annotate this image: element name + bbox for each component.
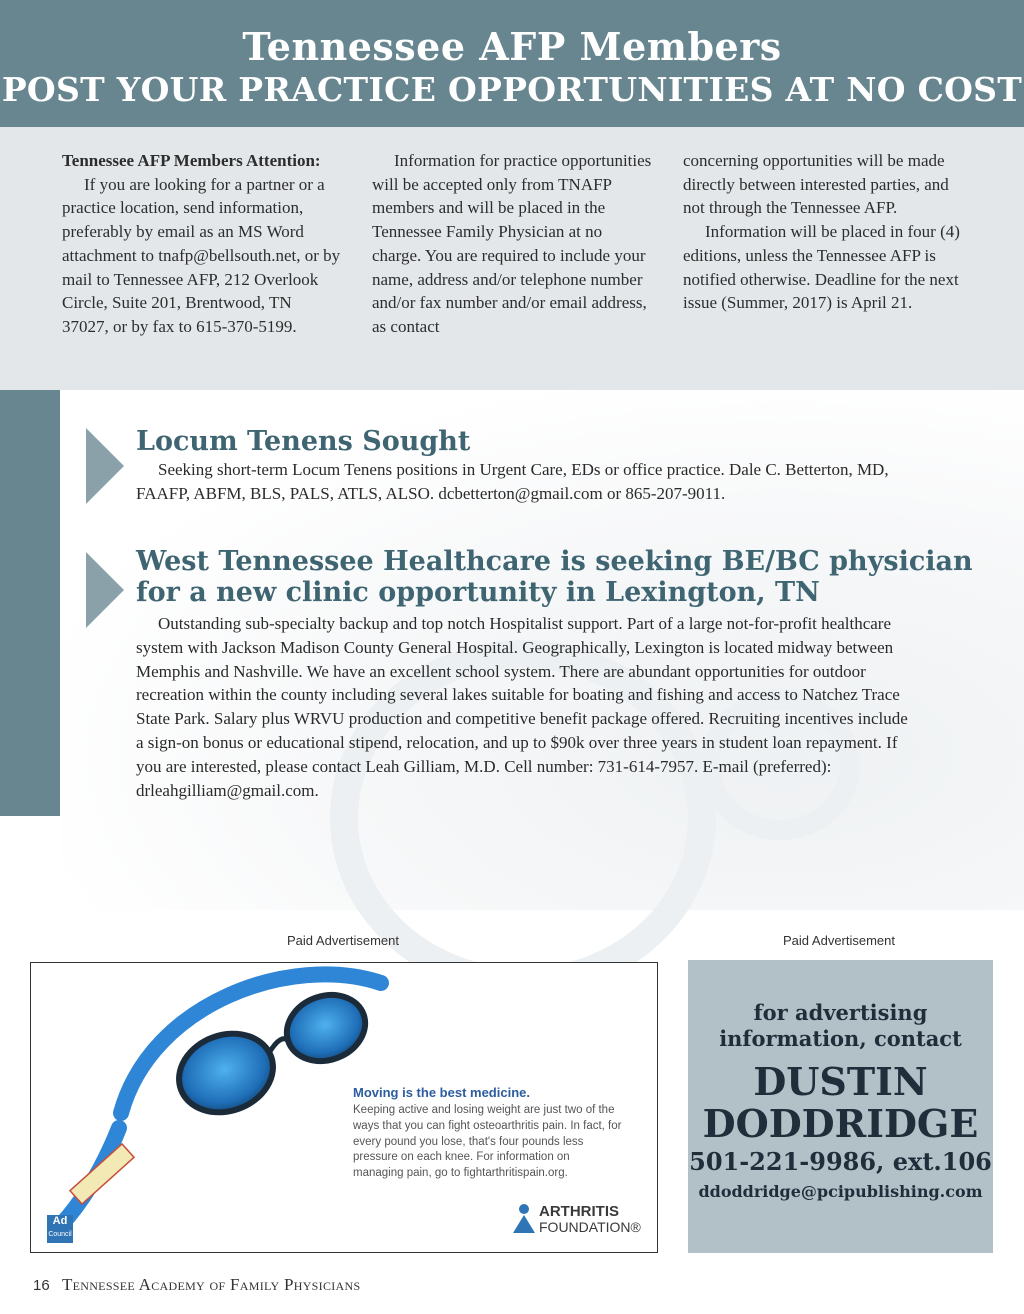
listing-arrow-icon bbox=[86, 552, 124, 628]
info-text-3b: Information will be placed in four (4) editions, unless the Tennessee AFP is notified otherwise. Deadline for the next issue (Summer, 2017) is April 21. bbox=[683, 222, 960, 313]
contact-intro-line-1: for advertising bbox=[753, 1000, 928, 1025]
info-text-2: Information for practice opportunities will be accepted only from TNAFP members and will be placed in the Tennessee Family Physician at no charge. You are required to include your name, address and/or telephone number and/or fax number and/or email address, as contact bbox=[372, 151, 652, 336]
arthritis-foundation-ad bbox=[30, 962, 658, 1253]
contact-last-name: DODDRIDGE bbox=[702, 1101, 979, 1146]
contact-name bbox=[688, 1061, 993, 1145]
info-heading: Tennessee AFP Members Attention: bbox=[62, 151, 321, 170]
page-subtitle: POST YOUR PRACTICE OPPORTUNITIES AT NO COST bbox=[1, 70, 1023, 109]
contact-first-name: DUSTIN bbox=[753, 1059, 928, 1104]
ad-body-text: Keeping active and losing weight are just two of the ways that you can fight osteoarthritis pain. In fact, for every pound you lose, that's four pounds less pressure on each knee. For information on managing pain, go to fightarthritispain.org. bbox=[353, 1104, 622, 1180]
info-column-1 bbox=[62, 149, 342, 339]
listing-title-line-1: West Tennessee Healthcare is seeking BE/BC physician bbox=[136, 546, 973, 577]
listing-body-text: Seeking short-term Locum Tenens positions in Urgent Care, EDs or office practice. Dale C. Betterton, MD, FAAFP, ABFM, BLS, PALS, ATLS, ALSO. dcbetterton@gmail.com or 865-207-9011. bbox=[136, 460, 889, 503]
info-column-3 bbox=[683, 149, 973, 315]
listing-arrow-icon bbox=[86, 428, 124, 504]
submission-info-section bbox=[0, 127, 1024, 390]
listing-body-text: Outstanding sub-specialty backup and top notch Hospitalist support. Part of a large not-for-profit healthcare system with Jackson Madison County General Hospital. Geographically, Lexington is located midway between Memphis and Nashville. We have an excellent school system. There are abundant opportunities for outdoor recreation within the county including several lakes suitable for boating and fishing and access to Natchez Trace State Park. Salary plus WRVU production and competitive benefit package offered. Recruiting incentives include a sign-on bonus or educational stipend, relocation, and up to $90k over three years in student loan repayment. If you are interested, please contact Leah Gilliam, M.D. Cell number: 731-614-7957. E-mail (preferred): drleahgilliam@gmail.com. bbox=[136, 614, 908, 800]
advertising-contact-box bbox=[688, 960, 993, 1253]
page-number: 16 bbox=[33, 1277, 50, 1294]
page-title: Tennessee AFP Members bbox=[242, 24, 782, 69]
contact-intro-line-2: information, contact bbox=[719, 1026, 962, 1051]
brand-name-2: FOUNDATION® bbox=[539, 1219, 641, 1235]
info-text-1: If you are looking for a partner or a practice location, send information, preferably by email as an MS Word attachment to tnafp@bellsouth.net, or by mail to Tennessee AFP, 212 Overlook Circle, Suite 201, Brentwood, TN 37027, or by fax to 615-370-5199. bbox=[62, 174, 341, 336]
paid-ad-label: Paid Advertisement bbox=[783, 933, 896, 948]
listing-title-line-2: for a new clinic opportunity in Lexington, TN bbox=[136, 577, 820, 608]
listing-body bbox=[136, 612, 916, 802]
listing-title: Locum Tenens Sought bbox=[136, 426, 471, 457]
publication-name: Tennessee Academy of Family Physicians bbox=[61, 1275, 361, 1294]
contact-intro bbox=[688, 1000, 993, 1052]
listing-title bbox=[136, 546, 973, 608]
brand-name: ARTHRITIS bbox=[539, 1203, 619, 1220]
contact-email: ddoddridge@pcipublishing.com bbox=[698, 1182, 983, 1201]
page-footer bbox=[33, 1275, 360, 1295]
ad-headline: Moving is the best medicine. bbox=[353, 1085, 530, 1100]
page-header bbox=[0, 0, 1024, 127]
info-column-2 bbox=[372, 149, 652, 339]
arthritis-foundation-logo-icon bbox=[511, 1203, 537, 1235]
info-text-3a: concerning opportunities will be made directly between interested parties, and not through the Tennessee AFP. bbox=[683, 151, 949, 218]
ad-council-logo: Ad Council bbox=[47, 1215, 73, 1243]
paid-ad-label: Paid Advertisement bbox=[287, 933, 400, 948]
left-accent-bar bbox=[0, 390, 60, 816]
contact-phone: 501-221-9986, ext.106 bbox=[689, 1147, 992, 1176]
listing-body bbox=[136, 458, 916, 506]
